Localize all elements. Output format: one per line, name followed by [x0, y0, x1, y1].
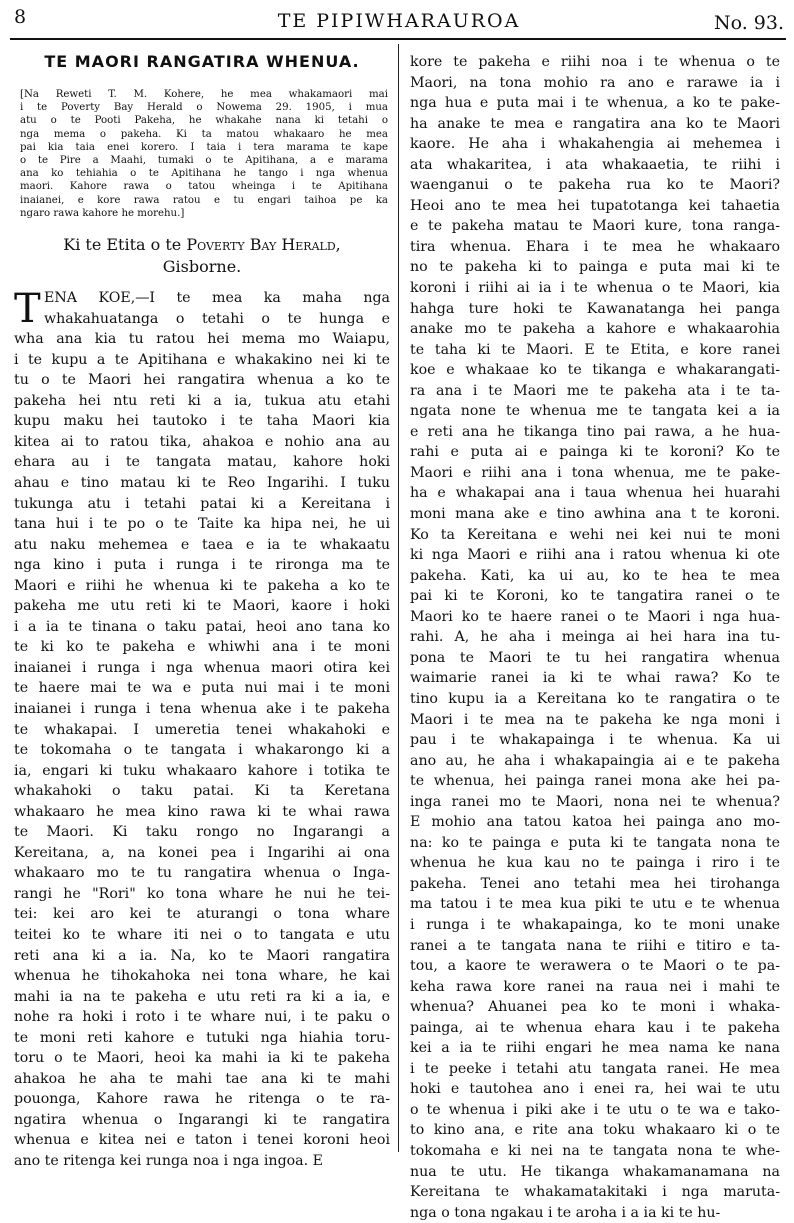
header-rule	[10, 38, 786, 40]
text-line: teitei ko te whare iti nei o to tangata e utu	[14, 926, 390, 943]
text-line: whakahoki o taku patai. Ki ta Keretana	[14, 783, 390, 800]
text-line: reti ana ki a ia. Na, ko te Maori rangatira	[14, 947, 390, 964]
text-line: to kino ana, e rite ana toku whakaaro ki o te	[410, 1122, 780, 1139]
article-title: TE MAORI RANGATIRA WHENUA.	[44, 52, 360, 71]
text-line: i te peeke i tetahi atu tangata ranei. He mea	[410, 1060, 780, 1077]
column-divider	[398, 44, 399, 1152]
text-line: pakeha hei ntu reti ki a ia, tukua atu etahi	[14, 392, 390, 409]
text-line: no te pakeha ki to painga e puta mai ki te	[410, 259, 780, 276]
article-opening	[14, 288, 390, 1172]
text-line: ngata none te whenua me te tangata kei a ia	[410, 403, 780, 420]
dedication-line-2: Gisborne.	[162, 257, 242, 277]
text-line: Maori e riihi ana i tona whenua, me te pake-	[410, 464, 780, 481]
text-line: Kereitana, a, na konei pea i Ingarihi ai ona	[14, 844, 390, 861]
left-column-body	[14, 288, 390, 1172]
text-line: inaianei i runga i nga whenua maori otira kei	[14, 659, 390, 676]
page-header	[14, 4, 784, 36]
text-line: Maori, na tona mohio ra ano e rarawe ia i	[410, 74, 780, 91]
text-line: ano au, he aha i whakapaingia ai e te pakeha	[410, 752, 780, 769]
text-line: whenua he tihokahoka nei tona whare, he kai	[14, 968, 390, 985]
text-line: toru o te Maori, heoi ka mahi ia ki te pakeha	[14, 1050, 390, 1067]
text-line: i te kupu a te Apitihana e whakakino nei ki te	[14, 351, 390, 368]
text-line: atu o te Pooti Pakeha, he whakahe nana ki tetahi o	[20, 115, 388, 127]
text-line: ha anake te mea e rangatira ana ko te Maori	[410, 115, 780, 132]
text-line: ahakoa he aha te mahi tae ana ki te mahi	[14, 1070, 390, 1087]
text-line: painga, ai te whenua ehara kau i te pakeha	[410, 1019, 780, 1036]
text-line: i te Poverty Bay Herald o Nowema 29. 1905, i mua	[20, 102, 388, 114]
text-line: nga o tona ngakau i te aroha i a ia ki te hu-	[410, 1204, 721, 1221]
text-line: inaianei, e kore rawa ratou e tu engari taihoa pe ka	[20, 194, 388, 206]
text-line: te whakapai. I umeretia tenei whakahoki e	[14, 721, 390, 738]
text-line: ranei a te tangata nana te riihi e titiro e ta-	[410, 937, 780, 954]
text-line: Kereitana te whakamatakitaki i nga maruta-	[410, 1184, 780, 1201]
left-column	[14, 46, 390, 1172]
text-line: waenganui o te pakeha rua ko te Maori?	[410, 177, 780, 194]
text-line: pau i te whakapainga i te whenua. Ka ui	[410, 732, 780, 749]
text-line: Maori ko te haere ranei o te Maori i nga hua-	[410, 608, 780, 625]
text-line: tino kupu ia a Kereitana ko te rangatira o te	[410, 690, 780, 707]
text-line: tei: kei aro kei te aturangi o tona whare	[14, 906, 390, 923]
text-line: inga ranei mo te Maori, nona nei te whenua?	[410, 793, 780, 810]
text-line: rangi he "Rori" ko tona whare he nui he tei-	[14, 885, 390, 902]
text-line: pouonga, Kahore rawa he ritenga o te ra-	[14, 1091, 390, 1108]
text-line: ata whakaritea, i ata whakaaetia, te riihi i	[410, 156, 780, 173]
text-line: waimarie ranei ia ki te whai rawa? Ko te	[410, 670, 780, 687]
text-line: pona te Maori te tu hei rangatira whenua	[410, 649, 780, 666]
text-line: o te whenua i piki ake i te utu o te wa e tako-	[410, 1101, 780, 1118]
text-line: pai ki te Koroni, ko te tangatira ranei o te	[410, 588, 780, 605]
text-line: whenua e kitea nei e taton i tenei koroni heoi	[14, 1132, 390, 1149]
text-line: kupu maku hei tautoko i te taha Maori kia	[14, 413, 390, 430]
right-column	[410, 52, 780, 1223]
text-line: keha rawa kore ranei na raua nei i mahi te	[410, 978, 780, 995]
text-line: i runga i te whakapainga, ko te moni unake	[410, 916, 780, 933]
text-line: kaore. He aha i whakahengia ai mehemea i	[410, 136, 780, 153]
text-line: ngaro rawa kahore he morehu.]	[20, 207, 185, 219]
drop-cap: T	[14, 286, 41, 333]
text-line: inaianei i runga i tena whenua ake i te pakeha	[14, 700, 390, 717]
text-line: whakaaro he mea kino rawa ki te whai rawa	[14, 803, 390, 820]
text-line: i a ia te tinana o taku patai, heoi ano tana ko	[14, 618, 390, 635]
dedication-newspaper: Poverty Bay Herald,	[186, 235, 341, 255]
text-line: te ki ko te pakeha e whiwhi ana i te moni	[14, 639, 390, 656]
text-line: na: ko te painga e puta ki te tangata nona te	[410, 834, 780, 851]
text-line: hoki e tautohea ano i enei ra, hei wai te utu	[410, 1081, 780, 1098]
text-line: pai kia taia enei korero. I taia i tera marama te kape	[20, 141, 388, 153]
text-line: ia, engari ki tuku whakaaro kahore i totika te	[14, 762, 390, 779]
right-column-body	[410, 52, 780, 1223]
text-line: nga mema o pakeha. Ki ta matou whakaaro he mea	[20, 128, 388, 140]
text-line: hahga ture hoki te Kawanatanga hei panga	[410, 300, 780, 317]
text-line: tukunga atu i tetahi patai ki a Kereitana i	[14, 495, 390, 512]
text-line: rahi e puta ai e painga ki te koroni? Ko te	[410, 444, 780, 461]
editor-note	[14, 88, 390, 220]
page-number: 8	[14, 6, 27, 28]
text-line: pakeha. Tenei ano tetahi mea hei tirohanga	[410, 875, 780, 892]
text-line: nga kino i puta i runga i te rironga ma te	[14, 557, 390, 574]
text-line: Ko ta Kereitana e wehi nei kei nui te moni	[410, 526, 780, 543]
text-line: whakahuatanga o tetahi o te hunga e	[44, 310, 390, 327]
text-line: tira whenua. Ehara i te mea he whakaaro	[410, 238, 780, 255]
text-line: te taha ki te Maori. E te Etita, e kore ranei	[410, 341, 780, 358]
text-line: ehara au i te tangata matau, kahore hoki	[14, 454, 390, 471]
text-line: tokomaha e ki nei na te tangata nona te whe-	[410, 1142, 780, 1159]
text-line: nga hua e puta mai i te whenua, a ko te pake-	[410, 95, 780, 112]
text-line: whenua he kua kau no te painga i riro i te	[410, 855, 780, 872]
text-line: pakeha. Kati, ka ui au, ko te hea te mea	[410, 567, 780, 584]
text-line: nua te utu. He tikanga whakamanamana na	[410, 1163, 780, 1180]
text-line: ano te ritenga kei runga noa i nga ingoa. E	[14, 1153, 324, 1169]
text-line: te haere mai te wa e puta nui mai i te moni	[14, 680, 390, 697]
text-line: anake mo te pakeha a kahore e whakaarohia	[410, 321, 780, 338]
text-line: ma tatou i te mea kua piki te utu e te whenua	[410, 896, 780, 913]
text-line: ki nga Maori e riihi ana i ratou whenua ki ote	[410, 547, 780, 564]
text-line: e reti ana he tikanga tino pai rawa, a he hua-	[410, 423, 780, 440]
text-line: pakeha me utu reti ki te Maori, kaore i hoki	[14, 598, 390, 615]
text-line: Maori e riihi he whenua ki te pakeha a ko te	[14, 577, 390, 594]
text-line: tana hui i te po o te Taite ka hipa nei, he ui	[14, 516, 390, 533]
text-line: Heoi ano te mea hei tupatotanga kei tahaetia	[410, 197, 780, 214]
text-line: ENA KOE,—I te mea ka maha nga	[44, 290, 390, 307]
text-line: ha e whakapai ana i taua whenua hei huarahi	[410, 485, 780, 502]
text-line: ahau e tino matau ki te Reo Ingarihi. I tuku	[14, 474, 390, 491]
issue-number: No. 93.	[713, 12, 784, 34]
text-line: whenua? Ahuanei pea ko te moni i whaka-	[410, 999, 780, 1016]
text-line: kei a ia te riihi engari he mea nama ke nana	[410, 1040, 780, 1057]
text-line: koe e whakaae ko te tikanga e whakarangati-	[410, 362, 780, 379]
text-line: ngatira whenua o Ingarangi ki te rangatira	[14, 1111, 390, 1128]
text-line: rahi. A, he aha i meinga ai hei hara ina tu-	[410, 629, 780, 646]
text-line: E mohio ana tatou katoa hei painga ano mo-	[410, 814, 780, 831]
text-line: mahi ia na te pakeha e utu reti ra ki a ia, e	[14, 988, 390, 1005]
text-line: koroni i riihi ai ia i te whenua o te Maori, kia	[410, 280, 780, 297]
text-line: atu naku mehemea e taea e ia te whakaatu	[14, 536, 390, 553]
text-line: te tokomaha o te tangata i whakarongo ki a	[14, 742, 390, 759]
text-line: te moni reti kahore e tutuki nga hiahia toru-	[14, 1029, 390, 1046]
dedication	[14, 234, 390, 278]
text-line: Maori i te mea na te pakeha ke nga moni i	[410, 711, 780, 728]
text-line: kitea ai to ratou tika, ahakoa e nohio ana au	[14, 433, 390, 450]
text-line: whakaaro mo te tu rangatira whenua o Inga-	[14, 865, 390, 882]
text-line: maori. Kahore rawa o tatou wheinga i te Apitihana	[20, 181, 388, 193]
text-line: te Maori. Ki taku rongo no Ingarangi a	[14, 824, 390, 841]
text-line: [Na Reweti T. M. Kohere, he mea whakamaori mai	[20, 89, 388, 100]
text-line: moni mana ake e tino awhina ana t te koroni.	[410, 506, 780, 523]
text-line: e te pakeha matau te Maori kure, tona ranga-	[410, 218, 780, 235]
text-line: o te Pire a Maahi, tumaki o te Apitihana, a e marama	[20, 155, 388, 167]
text-line: wha ana kia tu ratou hei mema mo Waiapu,	[14, 331, 390, 348]
text-line: ana ko tehiahia o te Apitihana he tango i nga whenua	[20, 168, 388, 180]
text-line: nohe ra hoki i roto i te whare nui, i te paku o	[14, 1009, 390, 1026]
dedication-prefix: Ki te Etita o te	[63, 235, 182, 255]
text-line: te whenua, hei painga ranei mona ake hei pa-	[410, 773, 780, 790]
text-line: tu o te Maori hei rangatira whenua a ko te	[14, 372, 390, 389]
newspaper-title: TE PIPIWHARAUROA	[277, 10, 521, 32]
text-line: ra ana i te Maori me te pakeha ata i te ta-	[410, 382, 780, 399]
dedication-line-1	[14, 234, 390, 256]
text-line: kore te pakeha e riihi noa i te whenua o te	[410, 54, 780, 70]
text-line: tou, a kaore te werawera o te Maori o te pa-	[410, 958, 780, 975]
